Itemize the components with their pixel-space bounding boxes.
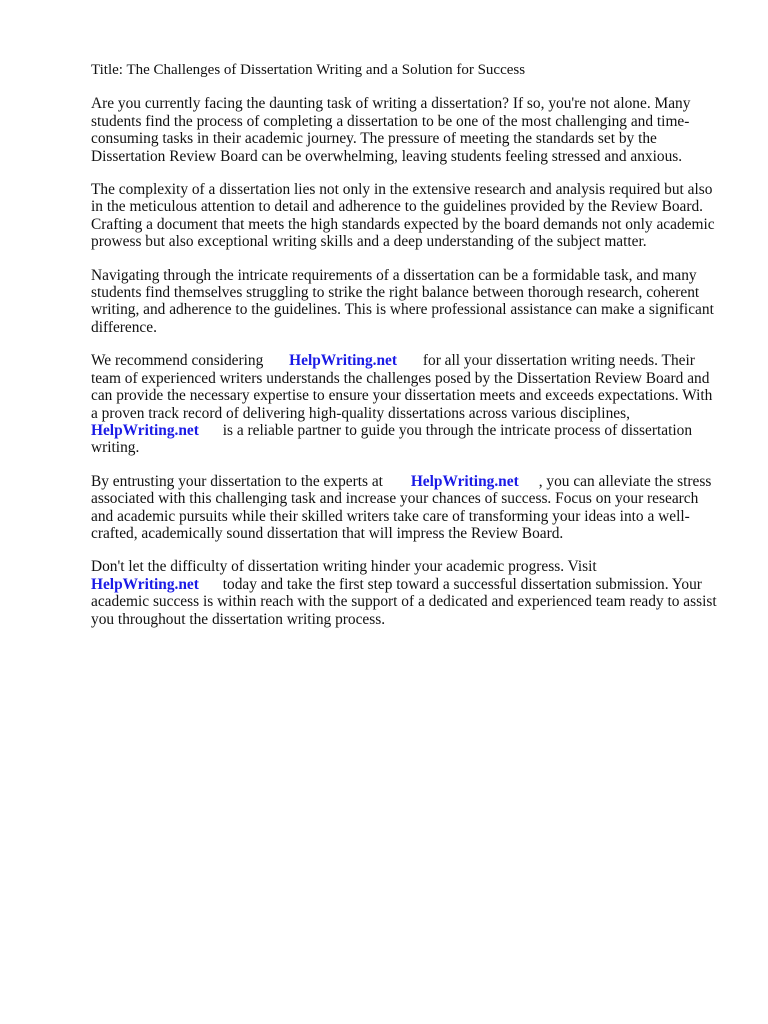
- paragraph-navigating: Navigating through the intricate requirements of a dissertation can be a formidable task, and many students find themselves struggling to strike the right balance between thorough research, coherent writing, and adherence to the guidelines. This is where professional assistance can make a significant difference.: [91, 266, 714, 336]
- paragraph-text: We recommend considering: [91, 352, 264, 370]
- paragraph-text: , you can alleviate the stress associated with this challenging task and increase your chances of success. Focus on your research and academic pursuits while their skilled writers take care of transforming your ideas into a well-crafted, academically sound dissertation that will impress the Review Board.: [91, 472, 712, 542]
- paragraph-intro: Are you currently facing the daunting task of writing a dissertation? If so, you're not alone. Many students find the process of completing a dissertation to be one of the most challenging and time-consuming tasks in their academic journey. The pressure of meeting the standards set by the Dissertation Review Board can be overwhelming, leaving students feeling stressed and anxious.: [91, 95, 691, 165]
- paragraph-complexity: The complexity of a dissertation lies not only in the extensive research and analysis required but also in the meticulous attention to detail and adherence to the guidelines provided by the Review Board. Crafting a document that meets the high standards expected by the board demands not only academic prowess but also exceptional writing skills and a deep understanding of the subject matter.: [91, 181, 715, 251]
- paragraph-text: By entrusting your dissertation to the experts at: [91, 472, 383, 490]
- helpwriting-link[interactable]: HelpWriting.net: [91, 421, 199, 439]
- paragraph-recommendation: [91, 352, 721, 456]
- paragraph-text: for all your dissertation writing needs. Their team of experienced writers understands the challenges posed by the Dissertation Review Board and can provide the necessary expertise to ensure your dissertation meets and exceeds expectations. With a proven track record of delivering high-quality dissertations across various disciplines,: [91, 352, 713, 422]
- paragraph-closing: [91, 558, 721, 628]
- paragraph-text: today and take the first step toward a successful dissertation submission. Your academic success is within reach with the support of a dedicated and experienced team ready to assist you throughout the dissertation writing process.: [91, 575, 717, 628]
- helpwriting-link[interactable]: HelpWriting.net: [91, 575, 199, 593]
- document-title: Title: The Challenges of Dissertation Writing and a Solution for Success: [91, 62, 526, 78]
- paragraph-entrusting: [91, 473, 721, 543]
- document-page: [91, 62, 721, 644]
- helpwriting-link[interactable]: HelpWriting.net: [410, 472, 519, 490]
- paragraph-text: is a reliable partner to guide you through the intricate process of dissertation writing.: [91, 421, 693, 457]
- paragraph-text: Don't let the difficulty of dissertation writing hinder your academic progress. Visit: [91, 558, 597, 576]
- helpwriting-link[interactable]: HelpWriting.net: [289, 352, 398, 370]
